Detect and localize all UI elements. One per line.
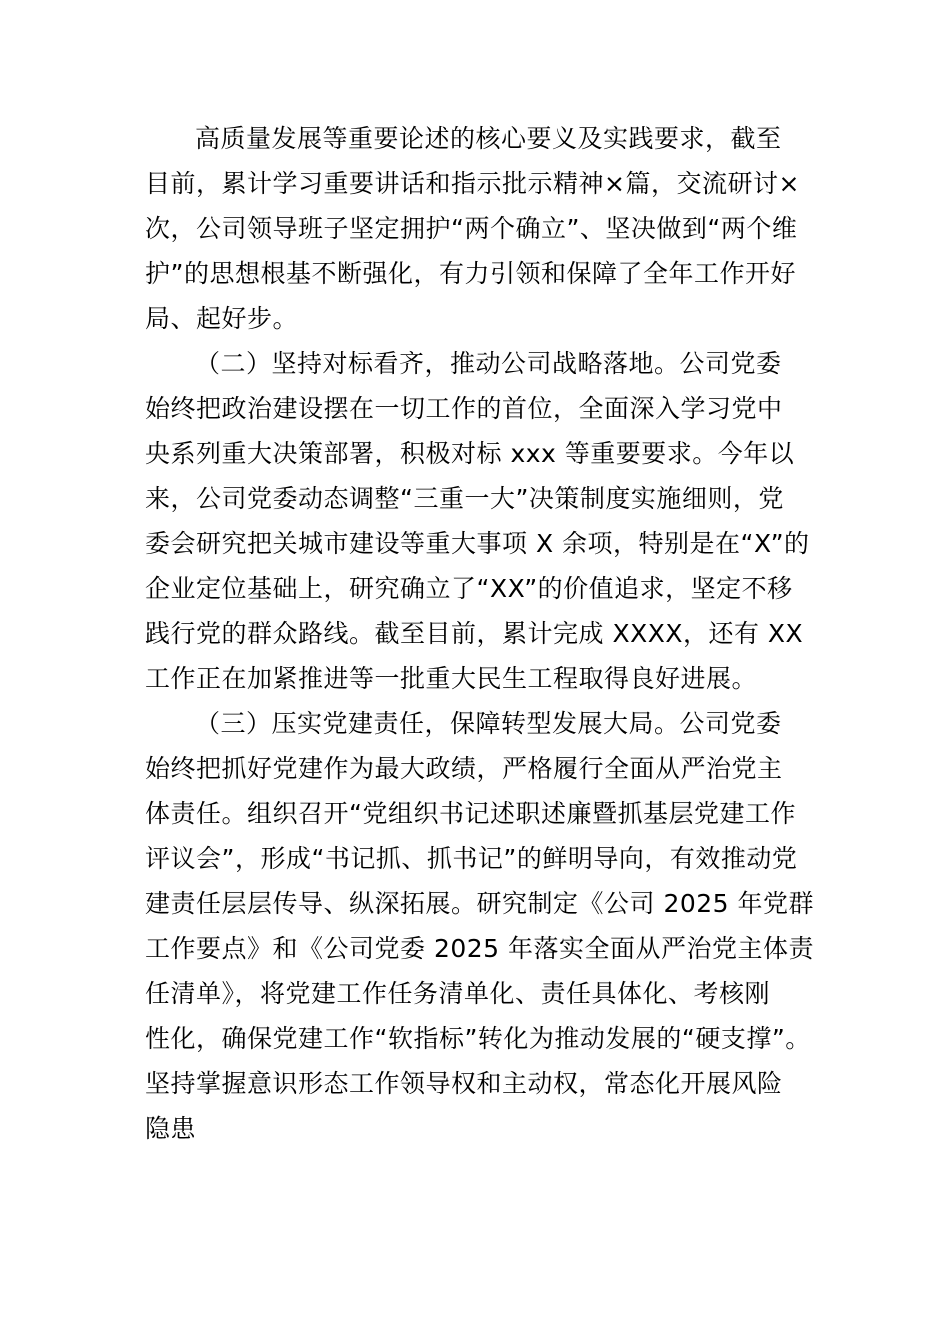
- section-heading-line: （二）坚持对标看齐，推动公司战略落地。公司党委: [195, 349, 782, 378]
- text-line: 护”的思想根基不断强化，有力引领和保障了全年工作开好: [145, 259, 796, 288]
- text-line: 工作正在加紧推进等一批重大民生工程取得良好进展。: [145, 664, 758, 693]
- text-line: 来，公司党委动态调整“三重一大”决策制度实施细则，党: [145, 484, 784, 513]
- text-line: 局、起好步。: [145, 304, 299, 333]
- text-line: 建责任层层传导、纵深拓展。研究制定《公司 2025 年党群: [145, 889, 815, 918]
- text-line: 工作要点》和《公司党委 2025 年落实全面从严治党主体责: [145, 934, 815, 963]
- text-line: 目前，累计学习重要讲话和指示批示精神×篇，交流研讨×: [145, 169, 800, 198]
- text-line: 任清单》，将党建工作任务清单化、责任具体化、考核刚: [145, 979, 771, 1008]
- text-line: 隐患: [145, 1114, 197, 1143]
- text-line: 始终把抓好党建作为最大政绩，严格履行全面从严治党主: [145, 754, 783, 783]
- text-line: 坚持掌握意识形态工作领导权和主动权，常态化开展风险: [145, 1069, 783, 1098]
- text-line: 央系列重大决策部署，积极对标 xxx 等重要要求。今年以: [145, 439, 795, 468]
- text-line: 次，公司领导班子坚定拥护“两个确立”、坚决做到“两个维: [145, 214, 798, 243]
- text-line: 体责任。组织召开“党组织书记述职述廉暨抓基层党建工作: [145, 799, 796, 828]
- text-line: 始终把政治建设摆在一切工作的首位，全面深入学习党中: [145, 394, 783, 423]
- text-line: 企业定位基础上，研究确立了“XX”的价值追求，坚定不移: [145, 574, 793, 603]
- text-line: 践行党的群众路线。截至目前，累计完成 XXXX，还有 XX: [145, 619, 804, 648]
- text-line: 高质量发展等重要论述的核心要义及实践要求，截至: [195, 124, 782, 153]
- section-heading-line: （三）压实党建责任，保障转型发展大局。公司党委: [195, 709, 782, 738]
- text-line: 性化，确保党建工作“软指标”转化为推动发展的“硬支撑”。: [145, 1024, 811, 1053]
- text-line: 委会研究把关城市建设等重大事项 X 余项，特别是在“X”的: [145, 529, 810, 558]
- text-line: 评议会”，形成“书记抓、抓书记”的鲜明导向，有效推动党: [145, 844, 798, 873]
